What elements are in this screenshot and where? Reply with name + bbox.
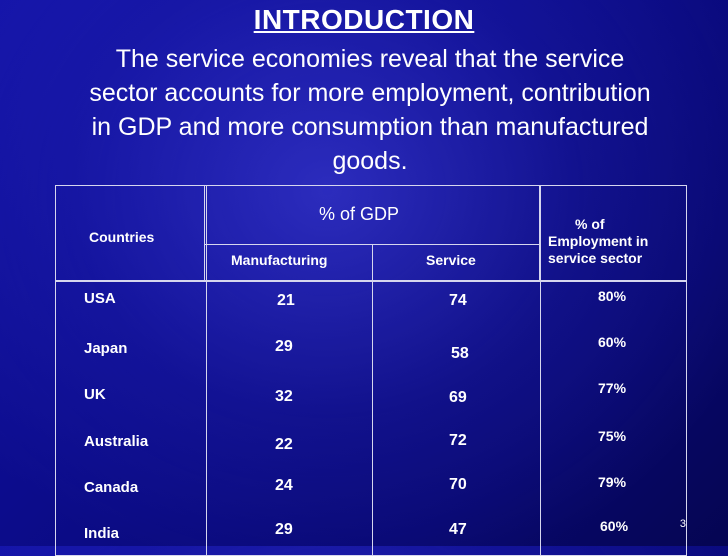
employment-header-line-2: Employment in bbox=[548, 233, 649, 249]
country-cell: Australia bbox=[84, 433, 149, 450]
country-cell: UK bbox=[84, 386, 106, 403]
service-cell: 72 bbox=[449, 432, 467, 449]
body-divider-service bbox=[372, 281, 373, 556]
manufacturing-cell: 21 bbox=[277, 292, 295, 309]
employment-cell: 75% bbox=[598, 428, 627, 444]
body-box bbox=[55, 281, 687, 556]
country-cell: Canada bbox=[84, 479, 139, 496]
service-header: Service bbox=[426, 252, 476, 268]
country-cell: Japan bbox=[84, 340, 128, 357]
employment-cell: 60% bbox=[598, 334, 627, 350]
page-number: 3 bbox=[679, 518, 686, 530]
service-cell: 47 bbox=[449, 521, 467, 538]
manufacturing-cell: 24 bbox=[275, 477, 293, 494]
body-divider-countries bbox=[206, 281, 207, 556]
gdp-header: % of GDP bbox=[319, 204, 400, 224]
employment-cell: 80% bbox=[598, 288, 627, 304]
manufacturing-cell: 22 bbox=[275, 436, 293, 453]
service-cell: 70 bbox=[449, 476, 467, 493]
countries-header: Countries bbox=[89, 229, 155, 245]
country-cell: USA bbox=[84, 290, 116, 307]
manufacturing-cell: 29 bbox=[275, 521, 293, 538]
service-cell: 69 bbox=[449, 389, 467, 406]
gdp-subcolumn-divider bbox=[372, 244, 373, 281]
intro-line-3: in GDP and more consumption than manufactured bbox=[91, 113, 649, 141]
employment-cell: 77% bbox=[598, 380, 627, 396]
employment-cell: 79% bbox=[598, 474, 627, 490]
manufacturing-cell: 32 bbox=[275, 388, 293, 405]
intro-line-4: goods. bbox=[332, 147, 408, 175]
service-cell: 74 bbox=[449, 292, 467, 309]
intro-line-1: The service economies reveal that the service bbox=[115, 45, 625, 73]
service-cell: 58 bbox=[451, 345, 469, 362]
employment-header-line-3: service sector bbox=[548, 250, 643, 266]
employment-header bbox=[548, 216, 648, 267]
body-divider-employment bbox=[540, 281, 541, 556]
manufacturing-header: Manufacturing bbox=[231, 252, 328, 268]
employment-cell: 60% bbox=[600, 518, 629, 534]
intro-line-2: sector accounts for more employment, contribution bbox=[89, 79, 651, 107]
manufacturing-cell: 29 bbox=[275, 338, 293, 355]
slide-title: INTRODUCTION bbox=[253, 4, 475, 35]
employment-header-line-1: % of bbox=[575, 216, 605, 232]
country-cell: India bbox=[84, 525, 120, 542]
intro-paragraph bbox=[40, 42, 700, 178]
